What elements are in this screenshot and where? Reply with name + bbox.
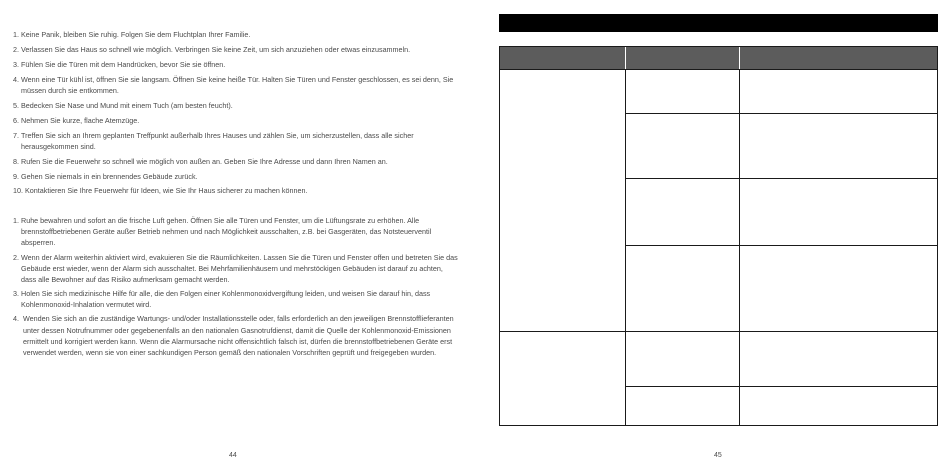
list-item-number: 3. [13,59,21,69]
list-item-number: 4. [13,314,23,324]
list-item-number: 9. [13,171,21,181]
table-cell [626,113,740,178]
list-item [13,215,458,249]
list-item-text: Gehen Sie niemals in ein brennendes Gebäude zurück. [21,171,198,181]
list-item-text: Verlassen Sie das Haus so schnell wie möglich. Verbringen Sie keine Zeit, um sich anzuziehen oder etwas einzusammeln. [21,44,411,54]
list-item [13,252,458,286]
page-number-left: 44 [229,452,237,459]
table-cell [500,70,626,331]
list-item-number: 6. [13,115,21,125]
right-page [475,0,950,467]
page-number-right: 45 [714,452,722,459]
list-item-number: 7. [13,130,21,140]
table-row-group-2 [500,331,937,425]
table-cell [626,70,740,113]
list-item-number: 4. [13,74,21,84]
list-item [13,130,458,152]
list-item-text: Wenn der Alarm weiterhin aktiviert wird, evakuieren Sie die Räumlichkeiten. Lassen Sie die Türen und Fenster offen und betreten Sie das Gebäude erst wieder, wenn der Alarm sich ausschaltet. Bei Mehrfamilienhäusern und mehrstöckigen Gebäuden ist darauf zu achten, dass alle Bewohner auf das Risiko aufmerksam gemacht werden. [21,252,458,284]
list-item-text: Fühlen Sie die Türen mit dem Handrücken, bevor Sie sie öffnen. [21,59,226,69]
list-item-number: 3. [13,289,21,298]
table-cell [626,245,740,332]
table-cell [626,386,740,426]
fire-safety-list [13,29,458,200]
row-divider [626,245,937,246]
table-row [626,70,937,113]
table-header-cell-3 [740,47,937,69]
list-item-text: Nehmen Sie kurze, flache Atemzüge. [21,115,140,125]
list-item [13,171,458,182]
list-item [13,74,458,96]
carbon-monoxide-list [13,215,458,361]
list-item [13,115,458,126]
list-item-text: Wenden Sie sich an die zuständige Wartungs- und/oder Installationsstelle oder, falls erforderlich an den jeweiligen Brennstofflieferanten unter dessen Notrufnummer oder gegebenenfalls an den nationalen Gasnotrufdienst, damit die Quelle der Kohlenmonoxid-Emissionen ermittelt und korrigiert werden kann. Wenn die Alarmursache nicht offensichtlich falsch ist, dürfen die brennstoffbetriebenen Geräte erst verwendet werden, wenn sie von einer sachkundigen Person gemäß den nationalen Vorschriften geprüft und freigegeben wurden. [23,314,454,357]
table-cell [500,332,626,425]
list-item [13,288,458,310]
list-item-text: Wenn eine Tür kühl ist, öffnen Sie sie langsam. Öffnen Sie keine heiße Tür. Halten Sie Türen und Fenster geschlossen, es sei denn, Sie müssen durch sie entkommen. [21,74,454,95]
row-divider [626,178,937,179]
table-cell [626,178,740,245]
black-header-bar [499,14,938,32]
table-header-row [500,47,937,69]
troubleshooting-table [499,46,938,426]
list-item-text: Keine Panik, bleiben Sie ruhig. Folgen Sie dem Fluchtplan Ihrer Familie. [21,30,251,39]
list-item [13,29,458,40]
table-header-cell-1 [500,47,626,69]
list-item-text: Ruhe bewahren und sofort an die frische Luft gehen. Öffnen Sie alle Türen und Fenster, um die Lüftungsrate zu erhöhen. Alle brennstoffbetriebenen Geräte außer Betrieb nehmen und nach Möglichkeit ausschalten, z.B. bei Gasgeräten, das Notsteuerventil absperren. [21,216,432,248]
table-header-cell-2 [626,47,740,69]
row-divider [626,386,937,387]
list-item-number: 10. [13,186,25,196]
list-item [13,59,458,70]
list-item [13,156,458,167]
list-item-number: 2. [13,44,21,54]
list-item-text: Rufen Sie die Feuerwehr so schnell wie möglich von außen an. Geben Sie Ihre Adresse und dann Ihren Namen an. [21,156,388,166]
list-item-number: 5. [13,100,21,110]
list-item [13,185,458,196]
list-item-text: Holen Sie sich medizinische Hilfe für alle, die den Folgen einer Kohlenmonoxidvergiftung leiden, und weisen Sie darauf hin, dass Kohlenmonoxid-Inhalation vermutet wird. [21,289,431,310]
list-item [13,100,458,111]
list-item-number: 1. [13,30,21,39]
list-item-number: 2. [13,252,21,262]
table-row [626,386,937,426]
table-row [626,332,937,386]
table-row [626,113,937,178]
list-item-number: 1. [13,216,21,225]
row-divider [626,113,937,114]
table-row [626,178,937,245]
list-item-number: 8. [13,156,21,166]
list-item-text: Bedecken Sie Nase und Mund mit einem Tuch (am besten feucht). [21,100,233,110]
list-item [13,313,458,358]
table-row-group-1 [500,69,937,331]
table-cell [626,332,740,386]
list-item-text: Treffen Sie sich an Ihrem geplanten Treffpunkt außerhalb Ihres Hauses und zählen Sie, um sicherzustellen, dass alle sicher herausgekommen sind. [21,130,414,151]
list-item-text: Kontaktieren Sie Ihre Feuerwehr für Ideen, wie Sie Ihr Haus sicherer zu machen können. [25,186,308,196]
table-row [626,245,937,332]
list-item [13,44,458,55]
